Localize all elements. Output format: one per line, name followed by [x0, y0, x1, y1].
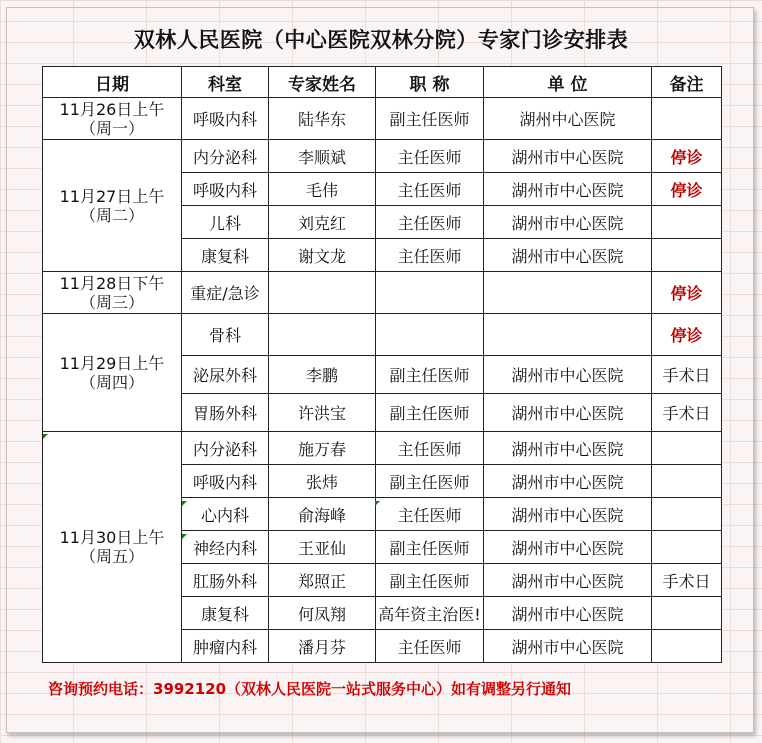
unit-cell: 湖州市中心医院 — [484, 531, 652, 564]
date-cell — [43, 272, 182, 314]
dept-cell: 康复科 — [182, 239, 269, 272]
dept-cell: 胃肠外科 — [182, 394, 269, 432]
unit-cell: 湖州市中心医院 — [484, 239, 652, 272]
date-line: 11月27日上午 — [59, 186, 165, 206]
schedule-table — [42, 66, 722, 663]
dept-cell: 肿瘤内科 — [182, 630, 269, 663]
expert-name-cell: 毛伟 — [269, 173, 376, 206]
note-cell: 手术日 — [652, 356, 722, 394]
unit-cell — [484, 272, 652, 314]
expert-name-cell: 郑照正 — [269, 564, 376, 597]
rank-cell: 主任医师 — [376, 630, 484, 663]
rank-cell: 主任医师 — [376, 498, 484, 531]
unit-cell: 湖州中心医院 — [484, 98, 652, 140]
dept-cell: 内分泌科 — [182, 140, 269, 173]
rank-cell: 副主任医师 — [376, 98, 484, 140]
header-date: 日期 — [43, 67, 182, 98]
unit-cell: 湖州市中心医院 — [484, 630, 652, 663]
table-row — [43, 140, 722, 173]
dept-cell: 神经内科 — [182, 531, 269, 564]
table-row — [43, 432, 722, 465]
dept-cell: 呼吸内科 — [182, 465, 269, 498]
table-row — [43, 314, 722, 356]
date-line: 11月28日下午 — [59, 273, 165, 293]
header-expert: 专家姓名 — [269, 67, 376, 98]
expert-name-cell: 张炜 — [269, 465, 376, 498]
expert-name-cell: 刘克红 — [269, 206, 376, 239]
expert-name-cell: 施万春 — [269, 432, 376, 465]
note-cell: 停诊 — [652, 140, 722, 173]
date-line: 11月30日上午 — [59, 528, 165, 547]
note-cell — [652, 597, 722, 630]
note-cell: 手术日 — [652, 394, 722, 432]
cell-comment-marker — [182, 534, 187, 539]
weekday-line: （周一） — [79, 118, 144, 138]
weekday-line: （周四） — [79, 372, 144, 392]
table-row — [43, 272, 722, 314]
dept-cell: 内分泌科 — [182, 432, 269, 465]
note-cell — [652, 98, 722, 140]
note-cell — [652, 531, 722, 564]
schedule-title: 双林人民医院（中心医院双林分院）专家门诊安排表 — [133, 28, 629, 52]
dept-cell: 心内科 — [182, 498, 269, 531]
header-rank: 职 称 — [376, 67, 484, 98]
note-cell — [652, 630, 722, 663]
header-unit: 单 位 — [484, 67, 652, 98]
rank-cell — [376, 272, 484, 314]
rank-cell: 主任医师 — [376, 432, 484, 465]
expert-name-cell: 王亚仙 — [269, 531, 376, 564]
date-cell — [43, 98, 182, 140]
date-line: 11月26日上午 — [59, 99, 165, 119]
unit-cell: 湖州市中心医院 — [484, 597, 652, 630]
expert-name-cell — [269, 314, 376, 356]
rank-cell: 副主任医师 — [376, 564, 484, 597]
expert-name-cell: 何凤翔 — [269, 597, 376, 630]
weekday-line: （周五） — [79, 547, 144, 566]
dept-cell: 重症/急诊 — [182, 272, 269, 314]
expert-name-cell — [269, 272, 376, 314]
note-cell — [652, 432, 722, 465]
expert-name-cell: 李鹏 — [269, 356, 376, 394]
cell-comment-marker — [375, 501, 380, 506]
rank-cell: 主任医师 — [376, 239, 484, 272]
cell-comment-marker — [43, 434, 48, 439]
note-cell — [652, 498, 722, 531]
expert-name-cell: 俞海峰 — [269, 498, 376, 531]
note-cell: 手术日 — [652, 564, 722, 597]
expert-name-cell: 潘月芬 — [269, 630, 376, 663]
note-cell: 停诊 — [652, 314, 722, 356]
dept-cell: 康复科 — [182, 597, 269, 630]
dept-cell: 呼吸内科 — [182, 98, 269, 140]
unit-cell: 湖州市中心医院 — [484, 432, 652, 465]
note-cell: 停诊 — [652, 173, 722, 206]
rank-cell: 副主任医师 — [376, 394, 484, 432]
date-cell — [43, 432, 182, 663]
date-cell — [43, 314, 182, 432]
note-cell — [652, 465, 722, 498]
expert-name-cell: 陆华东 — [269, 98, 376, 140]
dept-cell: 肛肠外科 — [182, 564, 269, 597]
unit-cell: 湖州市中心医院 — [484, 140, 652, 173]
weekday-line: （周二） — [79, 205, 144, 225]
rank-cell: 高年资主治医! — [376, 597, 484, 630]
weekday-line: （周三） — [79, 292, 144, 312]
note-cell: 停诊 — [652, 272, 722, 314]
expert-name-cell: 谢文龙 — [269, 239, 376, 272]
unit-cell: 湖州市中心医院 — [484, 173, 652, 206]
unit-cell: 湖州市中心医院 — [484, 394, 652, 432]
rank-cell: 主任医师 — [376, 140, 484, 173]
unit-cell: 湖州市中心医院 — [484, 465, 652, 498]
dept-cell: 泌尿外科 — [182, 356, 269, 394]
date-line: 11月29日上午 — [59, 353, 165, 373]
unit-cell: 湖州市中心医院 — [484, 206, 652, 239]
header-note: 备注 — [652, 67, 722, 98]
schedule-body — [43, 98, 722, 663]
unit-cell: 湖州市中心医院 — [484, 498, 652, 531]
unit-cell: 湖州市中心医院 — [484, 564, 652, 597]
unit-cell: 湖州市中心医院 — [484, 356, 652, 394]
expert-name-cell: 李顺斌 — [269, 140, 376, 173]
rank-cell: 副主任医师 — [376, 465, 484, 498]
dept-cell: 儿科 — [182, 206, 269, 239]
header-row — [43, 67, 722, 98]
header-dept: 科室 — [182, 67, 269, 98]
note-cell — [652, 239, 722, 272]
cell-comment-marker — [182, 501, 187, 506]
rank-cell: 主任医师 — [376, 206, 484, 239]
date-cell — [43, 140, 182, 272]
contact-footer: 咨询预约电话：3992120（双林人民医院一站式服务中心）如有调整另行通知 — [48, 680, 572, 698]
rank-cell: 主任医师 — [376, 173, 484, 206]
rank-cell: 副主任医师 — [376, 356, 484, 394]
dept-cell: 骨科 — [182, 314, 269, 356]
rank-cell: 副主任医师 — [376, 531, 484, 564]
unit-cell — [484, 314, 652, 356]
table-row — [43, 98, 722, 140]
dept-cell: 呼吸内科 — [182, 173, 269, 206]
note-cell — [652, 206, 722, 239]
expert-name-cell: 许洪宝 — [269, 394, 376, 432]
rank-cell — [376, 314, 484, 356]
